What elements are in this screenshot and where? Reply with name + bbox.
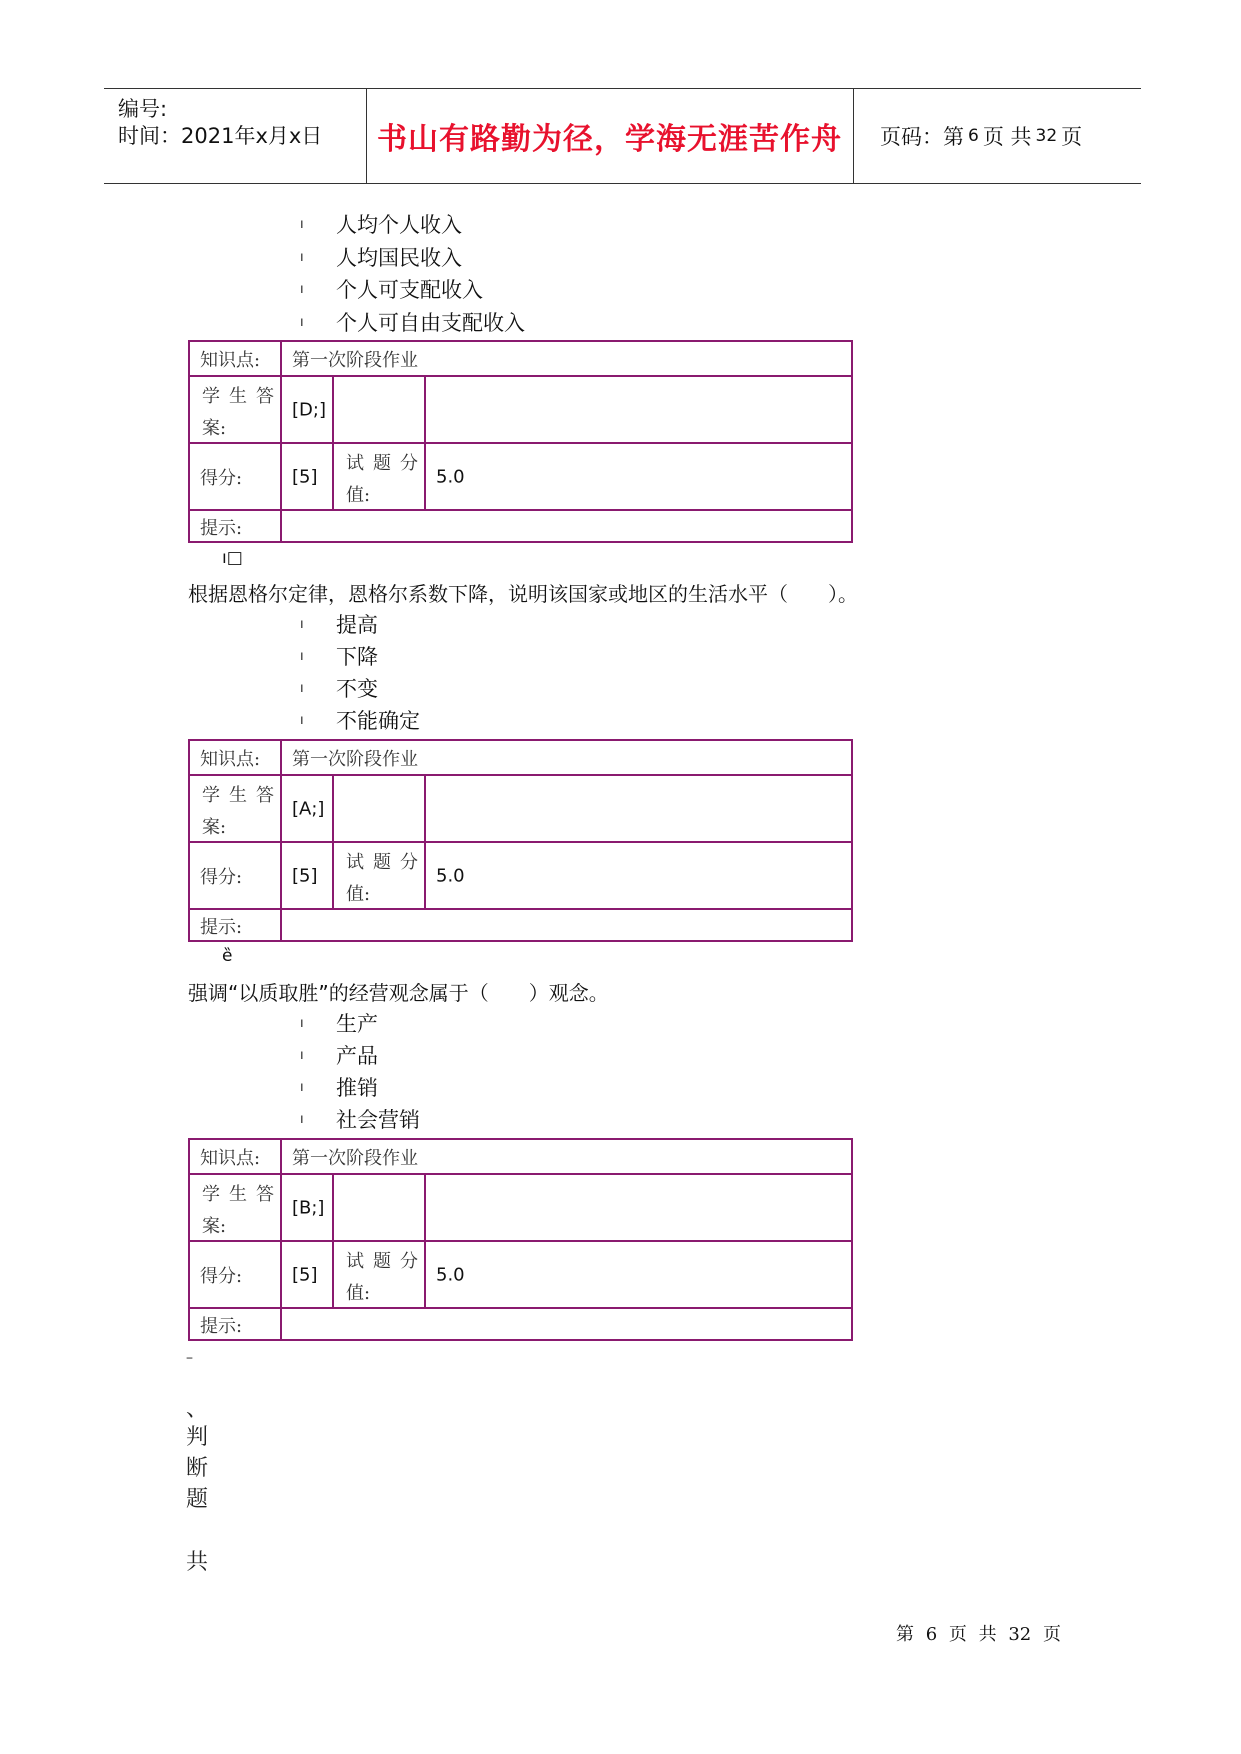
option-text: 不能确定: [336, 709, 420, 733]
points-label: 试题分: [346, 852, 427, 873]
header-meta: [104, 89, 367, 183]
score-value: [5]: [292, 466, 318, 487]
knowledge-row: [190, 1140, 851, 1175]
section-stub: 、: [186, 1397, 209, 1422]
score-label: 得分:: [200, 1265, 243, 1287]
option-text: 提高: [336, 613, 378, 637]
option-text: 不变: [336, 677, 378, 701]
score-row: [190, 843, 851, 910]
score-value: [5]: [292, 865, 318, 886]
section-stub: 共: [186, 1550, 209, 1575]
score-row: [190, 444, 851, 511]
points-label: 试题分: [346, 1251, 427, 1272]
question-text: 根据恩格尔定律，恩格尔系数下降，说明该国家或地区的生活水平（ ）。: [188, 582, 858, 606]
time-label: 时间：2021年x月x日: [118, 124, 323, 148]
knowledge-value: 第一次阶段作业: [292, 748, 418, 770]
option-text: 推销: [336, 1076, 378, 1100]
points-label-cont: 值:: [346, 485, 371, 506]
page-mid: 页 共: [982, 125, 1032, 149]
points-label-cont: 值:: [346, 884, 371, 905]
header-motto: [366, 89, 854, 183]
page-suffix: 页: [1061, 125, 1083, 149]
points-value: 5.0: [436, 865, 465, 886]
knowledge-row: [190, 342, 851, 377]
hint-row: [190, 511, 851, 542]
score-row: [190, 1242, 851, 1309]
section-stub: 断: [186, 1456, 209, 1481]
bullet-icon: ı: [300, 713, 304, 728]
bullet-icon: ı: [300, 617, 304, 632]
answer-label-cont: 案:: [202, 1216, 227, 1237]
answer-label-cont: 案:: [202, 418, 227, 439]
score-label: 得分:: [200, 866, 243, 888]
answer-label: 学生答: [202, 1184, 283, 1205]
bullet-icon: ı: [300, 250, 304, 265]
answer-info-table: [188, 1138, 853, 1341]
page-total: 32: [1035, 126, 1058, 146]
option-text: 个人可支配收入: [336, 278, 483, 302]
answer-info-table: [188, 739, 853, 942]
page-current: 6: [968, 126, 979, 146]
points-value: 5.0: [436, 1264, 465, 1285]
option-text: 下降: [336, 645, 378, 669]
knowledge-label: 知识点:: [200, 1147, 261, 1169]
bullet-icon: ı: [300, 282, 304, 297]
answer-info-table: [188, 340, 853, 543]
answer-value: [B;]: [292, 1197, 325, 1218]
points-label-cont: 值:: [346, 1283, 371, 1304]
section-stub: 判: [186, 1425, 209, 1450]
page-prefix: 页码：第: [880, 125, 964, 149]
knowledge-label: 知识点:: [200, 349, 261, 371]
number-label: 编号:: [118, 97, 168, 121]
hint-label: 提示:: [200, 1315, 243, 1337]
knowledge-value: 第一次阶段作业: [292, 349, 418, 371]
hint-label: 提示:: [200, 517, 243, 539]
answer-row: [190, 1175, 851, 1242]
page-header: [104, 88, 1141, 184]
bullet-icon: ı: [300, 1112, 304, 1127]
bullet-icon: ı: [300, 1080, 304, 1095]
option-text: 生产: [336, 1012, 378, 1036]
hint-row: [190, 1309, 851, 1340]
knowledge-label: 知识点:: [200, 748, 261, 770]
motto-text: 书山有路勤为径，学海无涯苦作舟: [377, 122, 842, 157]
points-label: 试题分: [346, 453, 427, 474]
question-text: 强调“以质取胜”的经营观念属于（ ）观念。: [188, 981, 609, 1005]
question-marker: ı□: [222, 548, 243, 568]
section-stub: 题: [186, 1487, 209, 1512]
bullet-icon: ı: [300, 1016, 304, 1031]
bullet-icon: ı: [300, 217, 304, 232]
points-value: 5.0: [436, 466, 465, 487]
option-text: 产品: [336, 1044, 378, 1068]
option-text: 人均国民收入: [336, 246, 462, 270]
section-stub: –: [186, 1350, 193, 1366]
knowledge-row: [190, 741, 851, 776]
answer-value: [A;]: [292, 798, 325, 819]
option-text: 个人可自由支配收入: [336, 311, 525, 335]
hint-row: [190, 910, 851, 941]
answer-row: [190, 776, 851, 843]
option-text: 人均个人收入: [336, 213, 462, 237]
page-footer: 第 6 页 共 32 页: [896, 1624, 1061, 1645]
answer-label: 学生答: [202, 386, 283, 407]
knowledge-value: 第一次阶段作业: [292, 1147, 418, 1169]
answer-value: [D;]: [292, 399, 326, 420]
score-label: 得分:: [200, 467, 243, 489]
bullet-icon: ı: [300, 649, 304, 664]
answer-row: [190, 377, 851, 444]
header-page-info: [866, 89, 1155, 183]
bullet-icon: ı: [300, 315, 304, 330]
hint-label: 提示:: [200, 916, 243, 938]
question-marker: ȅ: [222, 946, 233, 966]
score-value: [5]: [292, 1264, 318, 1285]
answer-label: 学生答: [202, 785, 283, 806]
option-text: 社会营销: [336, 1108, 420, 1132]
bullet-icon: ı: [300, 1048, 304, 1063]
bullet-icon: ı: [300, 681, 304, 696]
answer-label-cont: 案:: [202, 817, 227, 838]
